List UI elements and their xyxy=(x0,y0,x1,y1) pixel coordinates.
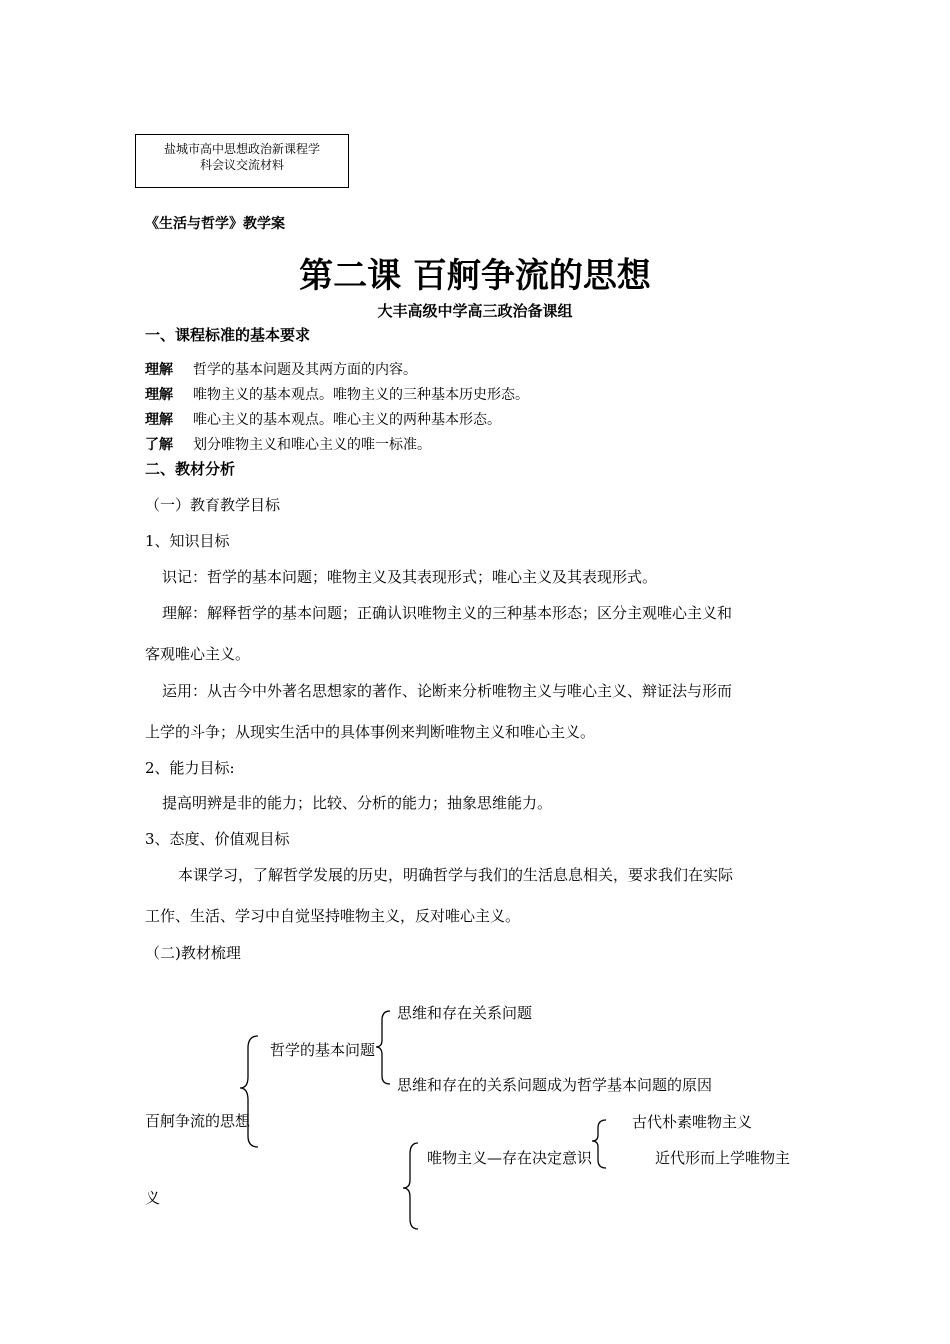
attitude-heading: 3、态度、价值观目标 xyxy=(145,830,290,848)
requirement-text: 划分唯物主义和唯心主义的唯一标准。 xyxy=(193,437,431,453)
ability-heading: 2、能力目标: xyxy=(145,759,235,777)
attitude-text-line1: 本课学习，了解哲学发展的历史，明确哲学与我们的生活息息相关，要求我们在实际 xyxy=(178,866,734,884)
requirement-text: 唯物主义的基本观点。唯物主义的三种基本历史形态。 xyxy=(193,387,529,403)
requirement-item xyxy=(145,434,431,454)
requirement-item xyxy=(145,409,501,429)
subsection-outline: （二)教材梳理 xyxy=(145,944,241,962)
doc-label: 《生活与哲学》教学案 xyxy=(145,216,285,232)
requirement-keyword: 理解 xyxy=(145,362,173,378)
requirement-keyword: 了解 xyxy=(145,437,173,453)
requirement-keyword: 理解 xyxy=(145,387,173,403)
requirement-keyword: 理解 xyxy=(145,412,173,428)
apply-text-line1: 运用：从古今中外著名思想家的著作、论断来分析唯物主义与唯心主义、辩证法与形而 xyxy=(162,682,733,700)
apply-text-line2: 上学的斗争；从现实生活中的具体事例来判断唯物主义和唯心主义。 xyxy=(145,723,596,741)
materialism-forms-brace xyxy=(592,1120,606,1168)
understand-text-line2: 客观唯心主义。 xyxy=(145,645,251,663)
header-box xyxy=(135,134,349,188)
outline-mat-item1: 古代朴素唯物主义 xyxy=(632,1113,753,1131)
outline-root: 百舸争流的思想 xyxy=(145,1112,251,1130)
header-box-line2: 科会议交流材料 xyxy=(199,158,284,172)
outline-mat-item2: 近代形而上学唯物主 xyxy=(655,1149,791,1167)
requirement-text: 哲学的基本问题及其两方面的内容。 xyxy=(193,362,417,378)
ability-text: 提高明辨是非的能力；比较、分析的能力；抽象思维能力。 xyxy=(162,794,553,812)
outline-root-continued: 义 xyxy=(145,1189,161,1207)
knowledge-heading: 1、知识目标 xyxy=(145,532,230,550)
outline-materialism: 唯物主义—存在决定意识 xyxy=(427,1149,593,1167)
materialism-brace xyxy=(403,1143,418,1229)
basic-question-brace xyxy=(376,1011,390,1084)
requirement-item xyxy=(145,384,529,404)
requirement-item xyxy=(145,359,417,379)
section1-heading: 一、课程标准的基本要求 xyxy=(145,326,311,344)
header-box-line1: 盐城市高中思想政治新课程学 xyxy=(163,142,320,156)
outline-bq-item1: 思维和存在关系问题 xyxy=(397,1004,533,1022)
requirement-text: 唯心主义的基本观点。唯心主义的两种基本形态。 xyxy=(193,412,501,428)
memorize-text: 识记：哲学的基本问题；唯物主义及其表现形式；唯心主义及其表现形式。 xyxy=(162,568,658,586)
page-subtitle: 大丰高级中学高三政治备课组 xyxy=(377,302,573,320)
outline-basic-question: 哲学的基本问题 xyxy=(270,1041,376,1059)
outline-bq-item2: 思维和存在的关系问题成为哲学基本问题的原因 xyxy=(397,1076,713,1094)
understand-text-line1: 理解：解释哲学的基本问题；正确认识唯物主义的三种基本形态；区分主观唯心主义和 xyxy=(162,604,733,622)
subsection-goals: （一）教育教学目标 xyxy=(145,496,281,514)
attitude-text-line2: 工作、生活、学习中自觉坚持唯物主义，反对唯心主义。 xyxy=(145,907,521,925)
section2-heading: 二、教材分析 xyxy=(145,460,236,478)
page-title: 第二课 百舸争流的思想 xyxy=(299,256,651,296)
